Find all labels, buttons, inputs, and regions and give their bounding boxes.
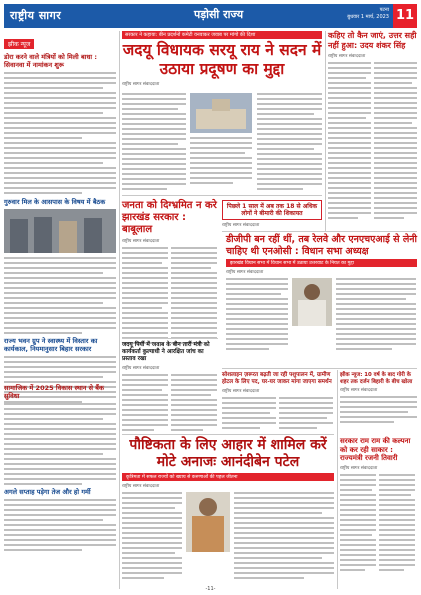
lead-body-col2 [190,137,252,187]
left-story4-headline: सामाजिक में 2025 विकास स्थान से बैंक सुविधा [4,384,105,400]
mid-box-headline: पिछले 1 साल में अब तक 18 से अधिक लोगों ने बीमारी की शिकायत [226,203,318,217]
city: पटना [379,7,389,13]
paper-name: राष्ट्रीय सागर [10,9,62,22]
bottom-lead-story [122,437,334,587]
bottom-right-body [340,474,417,574]
right-top-body [328,62,417,222]
left-column-lower [4,384,116,589]
mid-left-byline: राष्ट्रीय सागर संवाददाता [122,239,160,244]
left-story4-body [4,403,116,485]
bottom-right-byline: राष्ट्रीय सागर संवाददाता [340,465,378,471]
bottom-lead-byline: राष्ट्रीय सागर संवाददाता [122,484,160,489]
lower-left-headline: जदयू पिर्यी में जवाब के बीन तारीं मंत्री को कार्यकर्ता कुल्याधी ने आरक्षित जांच का प्रस्ताव रखा [122,342,210,362]
right-top-headline: कहिए तो कैन जाएं, उत्तर सही नहीं हुआ: उदय शंकर सिंह [328,31,417,50]
bottom-lead-body [122,492,334,582]
right-lower-byline: राष्ट्रीय सागर संवाददाता [340,388,378,393]
dgp-speaker-photo [292,278,332,326]
right-lower-headline: झीक न्यूज: 10 वर्ष के बाद गोरी के शहर तक दर्जन बिहारी के बीच खोला [340,372,413,385]
lower-mid-headline: सोशलाइन ज़रूरत बढ़ती जा रही पशुपालन में, ग्रामीण होटल के लिए पद, घर-घर जाकर मांगा जाएगा समर्थन [222,372,332,385]
mid-box-frame [222,200,322,220]
left-column-label: झीक न्यूज [4,39,34,49]
footer-page-mark: -11- [205,586,216,592]
right-lower-story [340,372,417,432]
left-column [4,31,116,381]
dgp-headline-block [226,234,417,353]
lower-mid-story [222,372,334,432]
lead-body-col3 [257,93,322,193]
left-story2-body [4,257,116,334]
bottom-right-headline: सरकार राम राम की कल्पना को कर रही साकार : राज्यमंत्री रजनी तिवारी [340,437,411,462]
lower-left-byline: राष्ट्रीय सागर संवाददाता [122,366,160,371]
mid-left-story [122,200,218,335]
lead-kicker: सरकार ने कहाया: बीन प्रदर्शनों कमेटी वनवाकर जवाब पर मांगो की दिशा [122,31,322,39]
right-top-byline: राष्ट्रीय सागर संवाददाता [328,54,366,59]
bottom-lead-headline: पौष्टिकता के लिए आहार में शामिल करें मोटे अनाजः आनंदीबेन पटेल [129,437,327,470]
dgp-body [226,278,417,353]
bottom-right-story [340,437,417,587]
left-story5-headline: अगले सप्ताह पड़ेगा तेज और हो गर्मी [4,488,91,496]
left-story1-body [4,72,116,194]
mid-left-body [122,247,218,347]
right-lower-body [340,396,417,423]
left-story-photo [4,209,116,253]
bottom-lead-caption-bar: कृत्रिमता में सफल राज्यों को ख्याय से करुणाओं की पहल जीतना [122,473,334,481]
left-story2-headline: गुरुवार मिल के आसपास के विषय में बैठक [4,198,106,206]
lead-photo-building [190,93,252,133]
bottom-lead-photo [186,492,230,552]
lower-mid-byline: राष्ट्रीय सागर संवाददाता [222,389,260,394]
mid-left-headline: जनता को दिग्भ्रमित न करे झारखंड सरकार : बाबूलाल [122,200,217,235]
mid-box-byline: राष्ट्रीय सागर संवाददाता [222,223,260,228]
dgp-subhead: झारखंड विधान सभा में विधान सभा में उठाया उत्तरवाट के नियत का मुद्दा [226,259,417,267]
lower-mid-body [222,397,334,432]
section-title: पड़ोसी राज्य [194,8,244,21]
date-block [347,7,389,21]
left-story1-headline: डोरा करने वाले मंत्रियों को मिली बाधा : सिवानवा में नामांकन शुरू [4,53,97,69]
lower-left-story [122,342,218,432]
lead-headline: जदयू विधायक सरयू राय ने सदन में उठाया प्रदूषण का मुद्दा [122,41,322,78]
dgp-byline: राष्ट्रीय सागर संवाददाता [226,270,264,275]
masthead [4,4,417,28]
right-top-story [328,31,417,231]
lower-left-body [122,374,218,434]
left-story3-headline: राज्य भवन ग्रुप ने स्वास्थ्य में विस्तार का कार्यकाल, नियमानुसार बिहार सरकार [4,337,98,353]
lead-story [122,31,322,191]
date-line: बुधवार 1 मार्च, 2023 [347,14,389,20]
lead-byline: राष्ट्रीय सागर संवाददाता [122,82,160,87]
lead-body-col1 [122,93,186,193]
left-story5-body [4,499,116,551]
page-number: 11 [393,4,417,28]
dgp-headline: डीजीपी बन रहीं थीं, तब रेलवे और एनएचएआई से लेनी चाहिए थी एनओसी : विधान सभा अध्यक्ष [226,234,417,257]
